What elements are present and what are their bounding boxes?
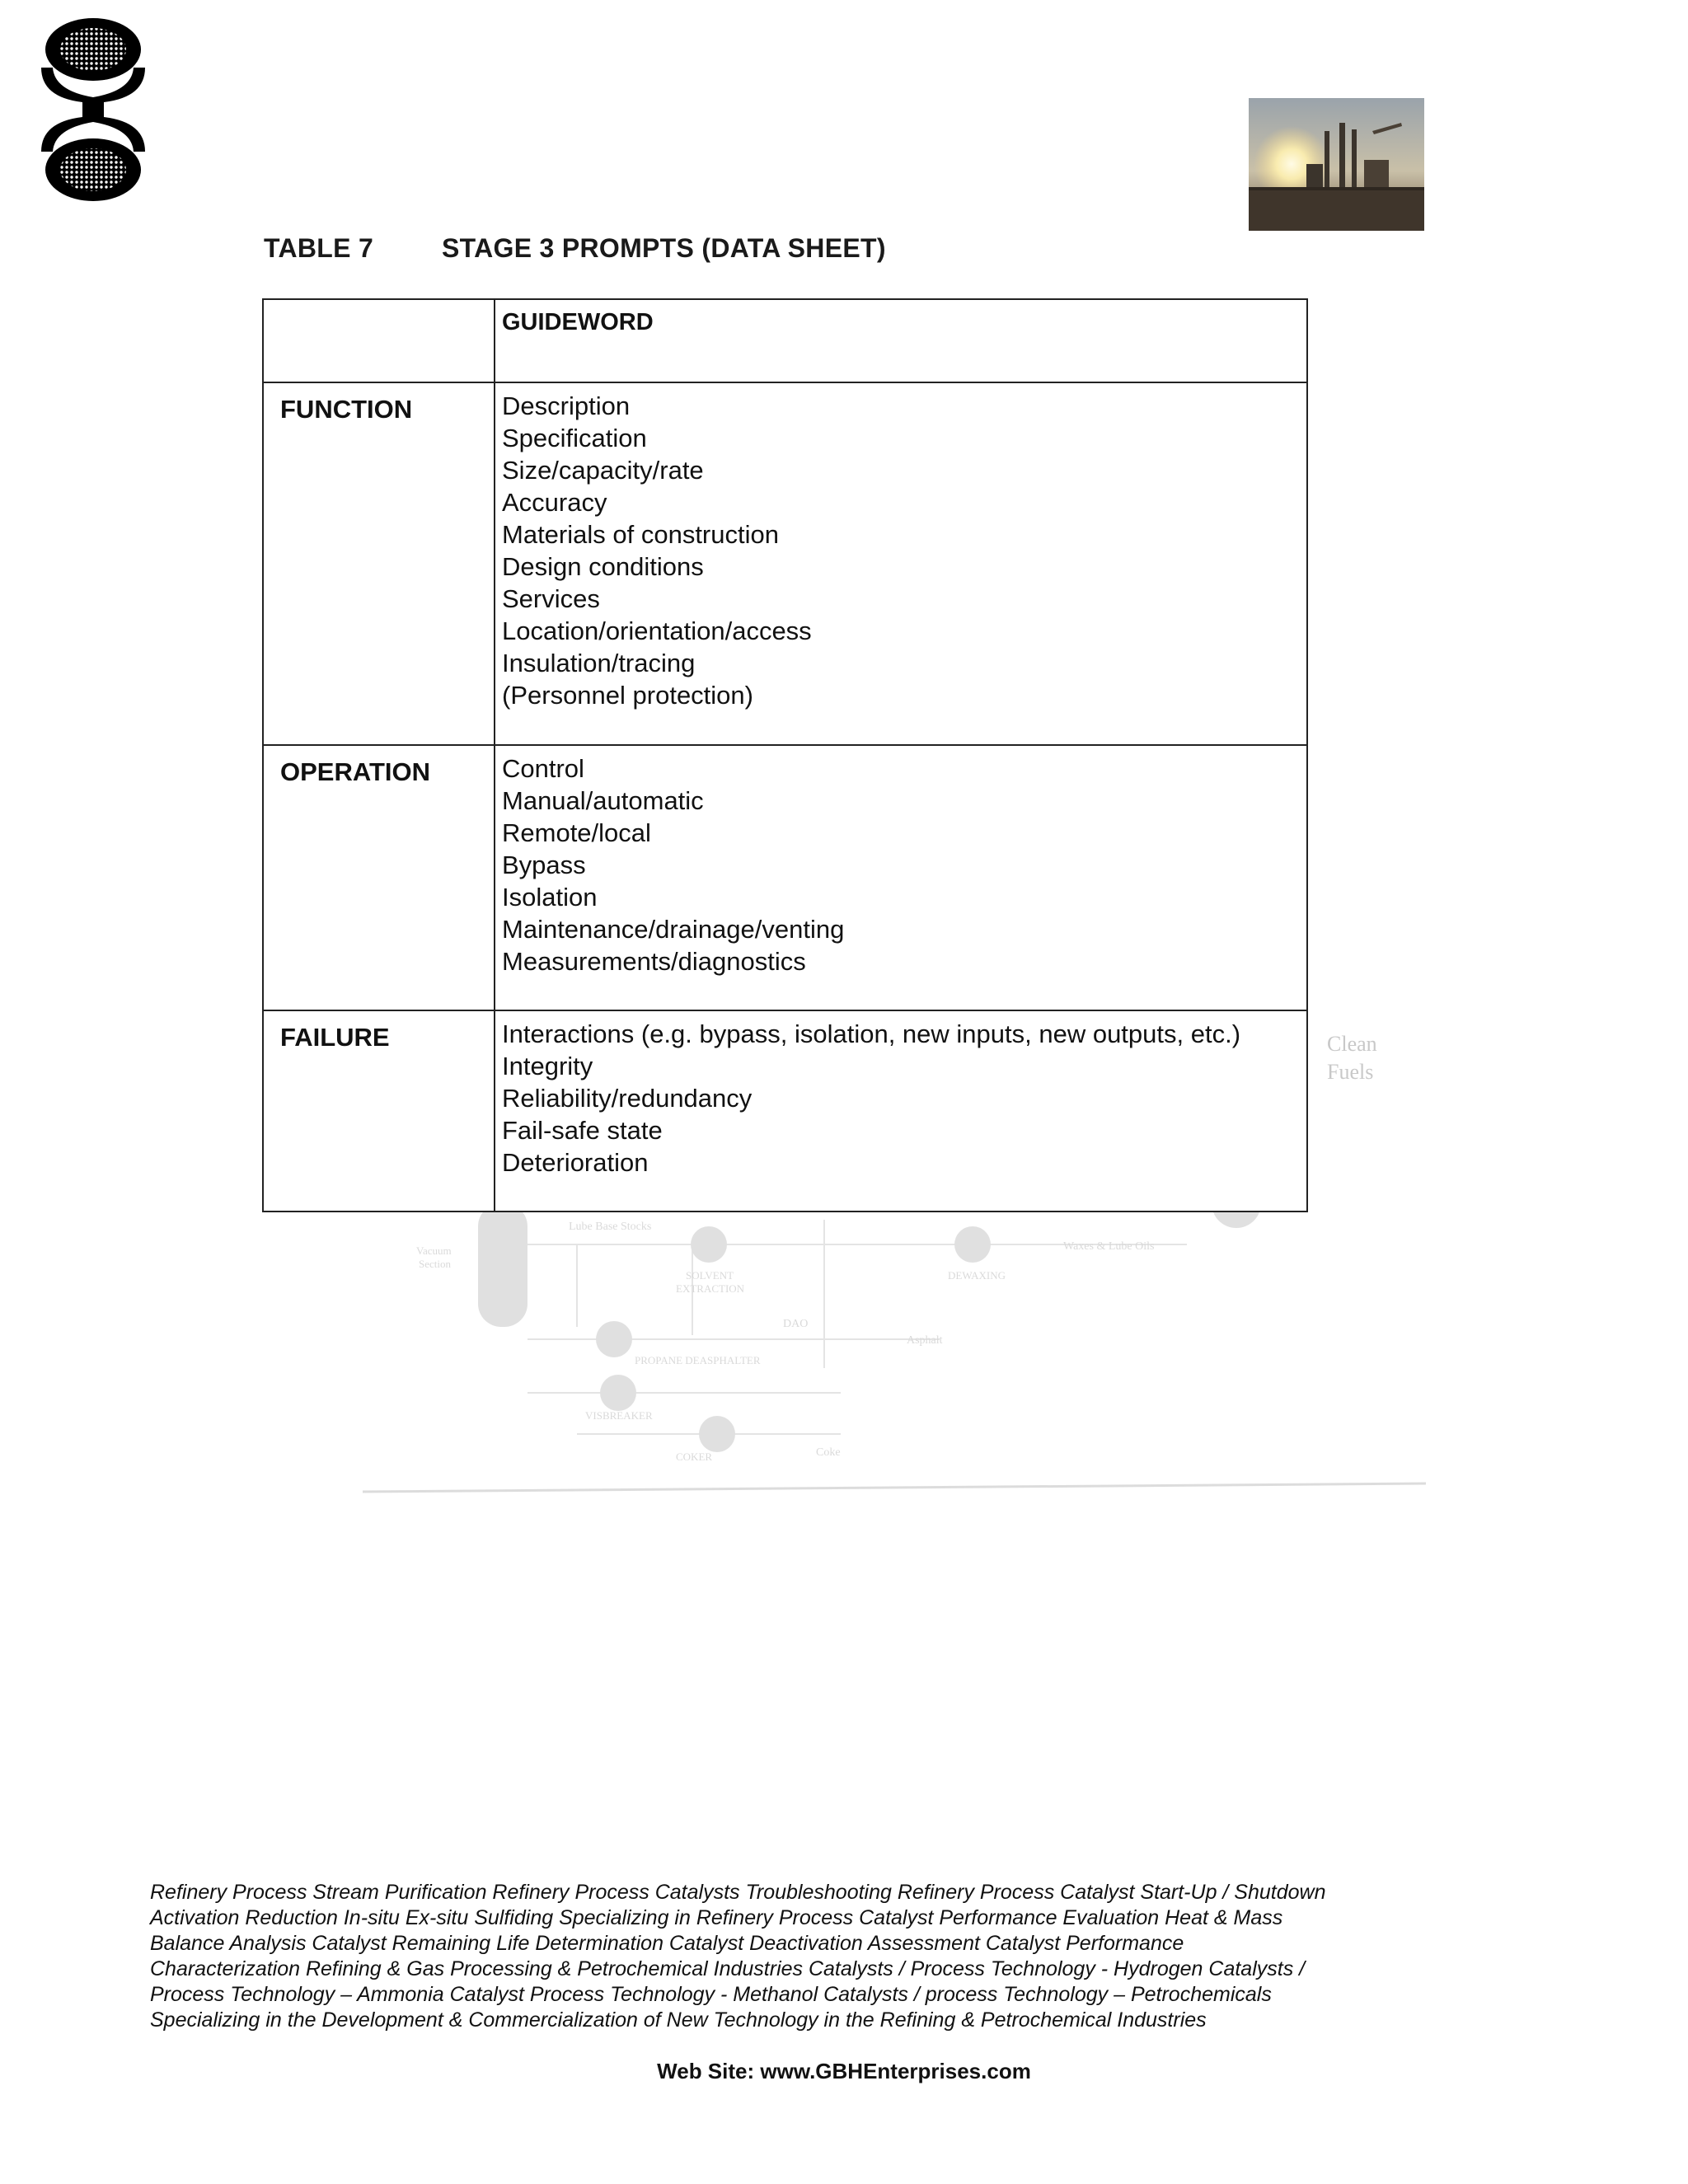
guideword-item: (Personnel protection) <box>502 681 753 710</box>
footer-line: Process Technology – Ammonia Catalyst Process Technology - Methanol Catalysts / process Technology – Petrochemicals <box>150 1983 1272 2006</box>
guideword-item: Specification <box>502 424 647 452</box>
footer-line: Activation Reduction In-situ Ex-situ Sulfiding Specializing in Refinery Process Catalyst Performance Evaluation Heat & Mass <box>150 1906 1283 1929</box>
footer-line: Characterization Refining & Gas Processing & Petrochemical Industries Catalysts / Process Technology - Hydrogen Catalysts / <box>150 1957 1306 1980</box>
wm-coker-label: COKER <box>676 1451 713 1463</box>
guideword-item: Description <box>502 391 631 420</box>
guideword-item: Control <box>502 754 584 783</box>
row-label-failure: FAILURE <box>263 1010 495 1212</box>
table-caption: STAGE 3 PROMPTS (DATA SHEET) <box>442 233 886 263</box>
row-label-function: FUNCTION <box>263 382 495 745</box>
refinery-photo <box>1249 98 1424 231</box>
table-row-function <box>263 382 1307 745</box>
guideword-item: Interactions (e.g. bypass, isolation, new inputs, new outputs, etc.) <box>502 1019 1241 1048</box>
wm-vacuum-label: Vacuum <box>416 1244 452 1257</box>
wm-lube-label: Lube Base Stocks <box>569 1221 652 1233</box>
guideword-item: Insulation/tracing <box>502 649 696 677</box>
table-header-row <box>263 299 1307 382</box>
wm-side-line: Fuels <box>1327 1060 1374 1084</box>
footer-line: Specializing in the Development & Commercialization of New Technology in the Refining & Petrochemical Industries <box>150 2008 1207 2032</box>
prompts-table <box>262 298 1308 1212</box>
guideword-item: Fail-safe state <box>502 1116 663 1145</box>
guideword-item: Measurements/diagnostics <box>502 947 806 976</box>
wm-asphalt-label: Asphalt <box>907 1334 943 1347</box>
guideword-item: Isolation <box>502 883 598 912</box>
wm-extraction-label: EXTRACTION <box>676 1282 745 1295</box>
wm-side-line: Clean <box>1327 1032 1377 1056</box>
guideword-item: Remote/local <box>502 818 651 847</box>
wm-dao-label: DAO <box>783 1318 809 1330</box>
watermark-diagram <box>363 1203 1426 1500</box>
guideword-item: Deterioration <box>502 1148 649 1177</box>
operation-guidewords <box>495 745 1307 1010</box>
wm-visbreaker-label: VISBREAKER <box>585 1409 653 1422</box>
guideword-item: Accuracy <box>502 488 607 517</box>
footer-line: Refinery Process Stream Purification Refinery Process Catalysts Troubleshooting Refinery Process Catalyst Start-Up / Shutdown <box>150 1881 1326 1904</box>
guideword-item: Reliability/redundancy <box>502 1084 753 1113</box>
row-label-operation: OPERATION <box>263 745 495 1010</box>
wm-dewaxing-label: DEWAXING <box>948 1269 1006 1282</box>
guideword-item: Location/orientation/access <box>502 616 812 645</box>
footer-line: Balance Analysis Catalyst Remaining Life Determination Catalyst Deactivation Assessment Catalyst Performance <box>150 1932 1184 1955</box>
wm-section-label: Section <box>419 1258 451 1270</box>
header-empty-cell <box>263 299 495 382</box>
footer-services-text <box>150 1880 1436 2033</box>
guideword-item: Manual/automatic <box>502 786 704 815</box>
wm-side-text <box>1327 1030 1377 1086</box>
function-guidewords <box>495 382 1307 745</box>
wm-waxes-label: Waxes & Lube Oils <box>1063 1240 1155 1253</box>
table-row-operation <box>263 745 1307 1010</box>
guideword-item: Services <box>502 584 600 613</box>
company-logo <box>35 16 152 203</box>
website-link[interactable]: Web Site: www.GBHEnterprises.com <box>657 2059 1031 2083</box>
guideword-header: GUIDEWORD <box>495 299 1307 382</box>
table-title <box>264 233 886 264</box>
wm-solvent-label: SOLVENT <box>686 1269 734 1282</box>
guideword-item: Bypass <box>502 851 586 879</box>
guideword-item: Integrity <box>502 1052 593 1080</box>
table-number: TABLE 7 <box>264 233 374 263</box>
table-row-failure <box>263 1010 1307 1212</box>
guideword-item: Maintenance/drainage/venting <box>502 915 845 944</box>
guideword-item: Materials of construction <box>502 520 779 549</box>
failure-guidewords <box>495 1010 1307 1212</box>
wm-coke-label: Coke <box>816 1446 841 1459</box>
guideword-item: Size/capacity/rate <box>502 456 704 485</box>
wm-propane-label: PROPANE DEASPHALTER <box>635 1354 761 1366</box>
guideword-item: Design conditions <box>502 552 704 581</box>
